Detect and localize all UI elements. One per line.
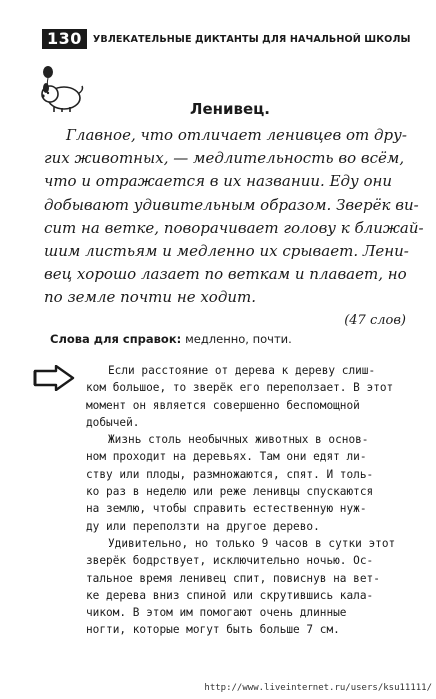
- watermark-url: http://www.liveinternet.ru/users/ksu11111/: [204, 683, 432, 693]
- note-line: ству или плоды, размножаются, спят. И толь-: [86, 467, 374, 481]
- dictation-line: добывают удивительным образом. Зверёк ви-: [44, 195, 419, 214]
- reference-words-label: Слова для справок:: [50, 332, 182, 346]
- note-line: Жизнь столь необычных животных в основ-: [108, 433, 369, 447]
- hand-pointer-icon: [32, 365, 76, 391]
- note-line: Удивительно, но только 9 часов в сутки этот: [108, 536, 396, 550]
- note-line: Если расстояние от дерева к дереву слиш-: [108, 364, 376, 377]
- note-line: ду или переползти на другое дерево.: [86, 519, 320, 533]
- note-line: ком большое, то зверёк его переползает. В этот: [86, 381, 394, 395]
- dictation-line: по земле почти не ходит.: [44, 288, 256, 307]
- note-line: ке дерева вниз спиной или скрутившись кала-: [86, 588, 374, 602]
- note-line: момент он является совершенно беспомощной: [86, 398, 360, 412]
- dictation-title: Ленивец.: [190, 100, 270, 118]
- note-line: ном проходит на деревьях. Там они едят ли-: [86, 450, 367, 464]
- note-line: на землю, чтобы справить естественную нуж-: [86, 502, 367, 516]
- dictation-line: Главное, что отличает ленивцев от дру-: [66, 126, 407, 144]
- running-header: [42, 29, 414, 49]
- note-line: тальное время ленивец спит, повиснув на вет-: [86, 571, 380, 585]
- word-count: (47 слов): [344, 313, 406, 328]
- note-line: зверёк бодрствует, исключительно ночью. Ос-: [86, 554, 374, 568]
- note-line: чиком. В этом им помогают очень длинные: [86, 606, 347, 620]
- note-line: ногти, которые могут быть больше 7 см.: [86, 623, 340, 637]
- teacher-note: [86, 362, 418, 639]
- running-title: УВЛЕКАТЕЛЬНЫЕ ДИКТАНТЫ ДЛЯ НАЧАЛЬНОЙ ШКОЛЫ: [92, 33, 411, 45]
- dictation-line: что и отражается в их названии. Еду они: [44, 172, 393, 191]
- dictation-line: сит на ветке, поворачивает голову к ближай-: [44, 218, 424, 237]
- page-number: 130: [42, 29, 87, 49]
- dictation-text: [44, 124, 424, 310]
- dictation-line: гих животных, — медлительность во всём,: [44, 149, 405, 168]
- note-line: добычей.: [86, 415, 140, 429]
- dictation-line: вец хорошо лазает по веткам и плавает, но: [44, 265, 407, 284]
- note-line: ко раз в неделю или реже ленивцы спускаются: [86, 485, 374, 499]
- reference-words: [50, 332, 292, 346]
- reference-words-list: медленно, почти.: [185, 332, 292, 346]
- dictation-line: шим листьям и медленно их срывает. Лени-: [44, 242, 409, 261]
